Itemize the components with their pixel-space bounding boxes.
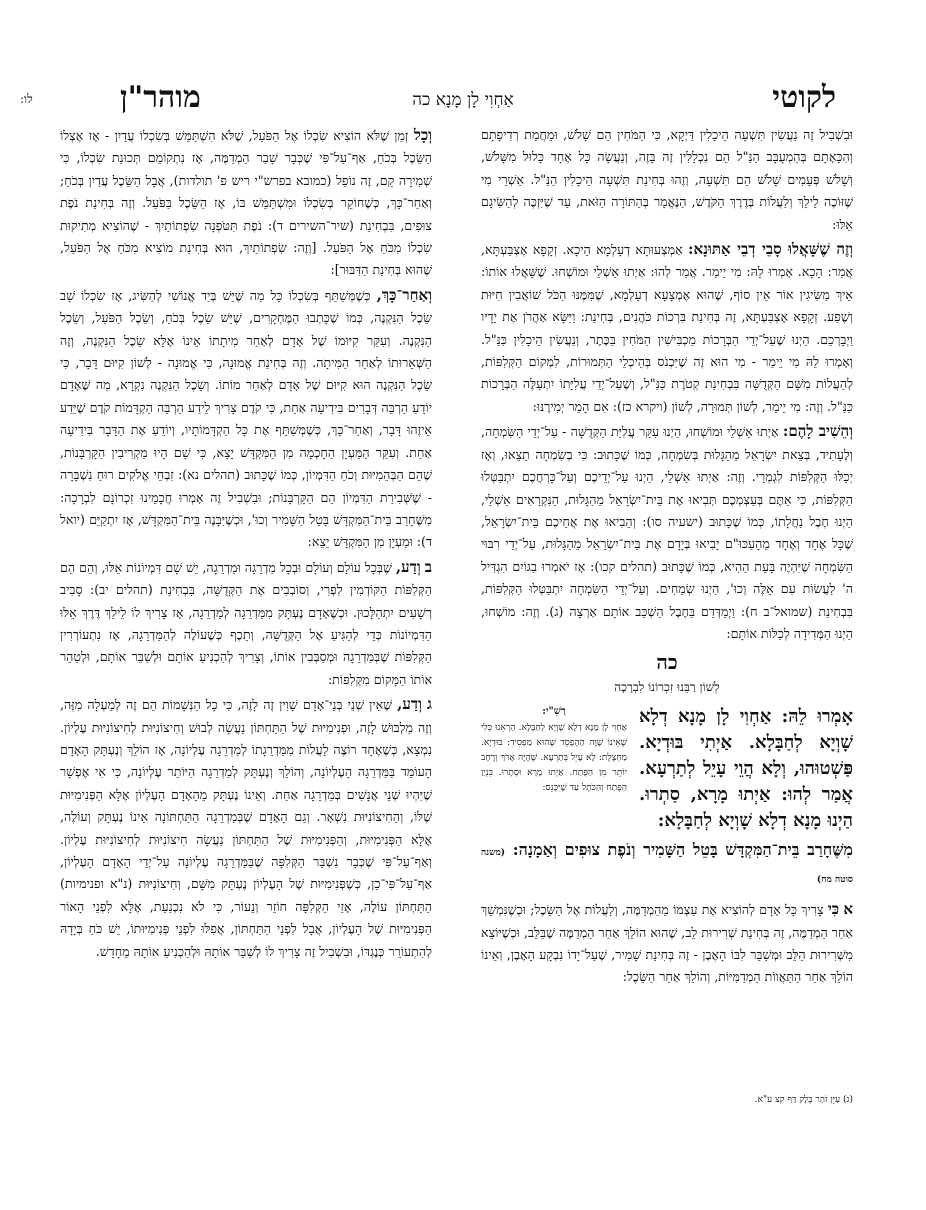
paragraph-alef-letter: א [843, 900, 853, 919]
mishna-quote [481, 838, 853, 892]
paragraph-vechol-lead: וְכָל [413, 126, 432, 144]
paragraph-bet-letter: ב [424, 557, 432, 576]
page-number: לו: [20, 92, 33, 106]
paragraph-gimel-lead: וְדַע, [397, 695, 422, 714]
paragraph-alef-body: צָרִיךְ כָּל אָדָם לְהוֹצִיא אֶת עַצְמוֹ מֵהַמְדַמֶּה, וְלַעֲלוֹת אֶל הַשֵּׂכֶל; וּכְשֶׁנִּמְשָׁךְ אַחַר הַמְדַמֶּה, זֶה בְּחִינַת שְׁרִירוּת לֵב, שֶׁהוּא הוֹלֵךְ אַחַר הַמְדַמֶּה שֶׁבַּלֵּב, וּכְשֶׁיּוֹצֵא מִשְּׁרִירוּת הַלֵּב וּמְשַׁבֵּר לִבּוֹ הָאֶבֶן - זֶה בְּחִינַת שָׁמִיר, שֶׁעַל־יָדוֹ נִבְקָע הָאֶבֶן, וְאֵינוֹ הוֹלֵךְ אַחַר הַתַּאֲווֹת הַמְדַמִּיּוֹת, וְהוֹלֵךְ אַחַר הַשֵּׂכֶל: [481, 902, 853, 985]
rashi-commentary [481, 704, 627, 834]
paragraph-2-lead: וְזֶה שֶׁשָּׁאֲלוּ סָבֵי דְבֵי אַתּוּנָא: [687, 240, 853, 259]
rashi-title: רַשִׁ"י: [542, 706, 566, 718]
paragraph-gimel-body: שֶׁאֵין שְׁנֵי בְּנֵי־אָדָם שָׁוִין זֶה לָזֶה, כִּי כָל הַנְּשָׁמוֹת הֵם זֶה לְמַעְלָה מִזֶּה, וְזֶה מַלְבּוּשׁ לָזֶה, וּפְנִימִיּוּת שֶׁל הַתַּחְתּוֹן נַעֲשָׂה לְבוּשׁ וְחִיצוֹנִיּוּת לְחִיצוֹנִיּוּת עֶלְיוֹן. נִמְצָא, כְּשֶׁאֶחָד רוֹצֶה לַעֲלוֹת מִמַּדְרֵגָתוֹ לְמַדְרֵגָה עֶלְיוֹנָה, אָז הוֹלֵךְ וְנֶעְתָּק הָאָדָם הָעוֹמֵד בַּמַּדְרֵגָה הָעֶלְיוֹנָה, וְהוֹלֵךְ וְנֶעְתָּק לְמַדְרֵגָה הַיּוֹתֵר עֶלְיוֹנָה, כִּי אִי אֶפְשָׁר שֶׁיִּהְיוּ שְׁנֵי אֲנָשִׁים בְּמַדְרֵגָה אַחַת. וְאֵינוֹ נֶעְתָּק מֵהָאָדָם הָעֶלְיוֹן אֶלָּא הַפְּנִימִיּוּת שֶׁלּוֹ, וְהַחִיצוֹנִיּוּת נִשְׁאָר. וְגַם הָאָדָם שֶׁבְּמַדְרֵגָה הַתַּחְתּוֹנָה אֵינוֹ נֶעְתָּק וְעוֹלֶה, אֶלָּא הַפְּנִימִיּוּת, וְהַפְּנִימִיּוּת שֶׁל הַתַּחְתּוֹן נַעֲשָׂה חִיצוֹנִיּוּת לְחִיצוֹנִיּוּת עֶלְיוֹן. וְאַף־עַל־פִּי שֶׁכְּבָר נִשְׁבַּר הַקְּלִפָּה שֶׁבַּמַּדְרֵגָה עֶלְיוֹנָה עַל־יְדֵי הָאָדָם הָעֶלְיוֹן, אַף־עַל־פִּי־כֵן, כְּשֶׁפְּנִימִיּוּת שֶׁל הָעֶלְיוֹן נֶעְתָּק מִשָּׁם, וְחִיצוֹנִיּוּת (נ"א ופנימיות) הַתַּחְתּוֹן עוֹלֶה, אָזַי הַקְּלִפָּה חוֹזֵר וְנֵעוֹר, כִּי לֹא נִכְנַעַת, אֶלָּא לִפְנֵי הָאוֹר הַפְּנִימִיּוּת שֶׁל הָעֶלְיוֹן, אֲבָל לִפְנֵי הַתַּחְתּוֹן, אֲפִלּוּ לִפְנֵי פְּנִימִיּוּתוֹ, יֵשׁ כֹּחַ בְּיָדָהּ לְהִתְעוֹרֵר כְּנֶגְדּוֹ, וּבִשְׁבִיל זֶה צָרִיךְ לוֹ לְשַׁבֵּר אוֹתָהּ וּלְהַכְנִיעַ אוֹתָהּ מֵחָדָשׁ. [60, 697, 432, 959]
paragraph-bet-body: שֶׁבְּכָל עוֹלָם וְעוֹלָם וּבְכָל מַדְרֵגָה וּמַדְרֵגָה, יֵשׁ שָׁם דִּמְיוֹנוֹת אֵלּוּ, וְהֵם הֵם הַקְּלִפּוֹת הַקּוֹדְמִין לִפְרִי, וְסוֹבְבִים אֶת הַקְּדֻשָּׁה, בִּבְחִינַת (תהלים יב): סָבִיב רְשָׁעִים יִתְהַלָּכוּן. וּכְשֶׁאָדָם נֶעְתָּק מִמַּדְרֵגָה לְמַדְרֵגָה, אָז צָרִיךְ לוֹ לֵילֵךְ דֶּרֶךְ אֵלּוּ הַדִּמְיוֹנוֹת כְּדֵי לְהַגִּיעַ אֶל הַקְּדֻשָּׁה, וְתֵכֶף כְּשֶׁעוֹלֶה לְהַמַּדְרֵגָה, אָז נִתְעוֹרְרִין הַקְּלִפּוֹת שֶׁבְּמַדְרֵגָה וּמְסַבְּבִין אוֹתוֹ, וְצָרִיךְ לְהַכְנִיעַ אוֹתָם וּלְשַׁבֵּר אוֹתָם, וּלְטַהֵר אוֹתוֹ הַמָּקוֹם מִקְּלִפּוֹת: [60, 559, 432, 687]
paragraph-vechol-body: זְמַן שֶׁלֹּא הוֹצִיא שִׂכְלוֹ אֶל הַפֹּעַל, שֶׁלֹּא הִשְׁתַּמֵּשׁ בְּשִׂכְלוֹ עֲדַיִן - אָז אֶצְלוֹ הַשֵּׂכֶל בְּכֹחַ, אַף־עַל־פִּי שֶׁכְּבָר שָׁבַר הַמְדַמֶּה, אָז נִתְקוֹמֵם תְּכוּנַת שִׂכְלוֹ, כִּי שְׁמִירָה קַם, זֶה נוֹפֵל (כמובא בפרש"י ריש פ' תולדות), אֲבָל הַשֵּׂכֶל עֲדַיִן בְּכֹחַ; וְאַחַר־כָּךְ, כְּשֶׁחוֹקֵר בְּשִׂכְלוֹ וּמִשְׁתַּמֵּשׁ בּוֹ, אָז הַשֵּׂכֶל בַּפֹּעַל. וְזֶה בְּחִינַת נֹפֶת צוּפִים, בִּבְחִינַת (שיר־השירים ד): נֹפֶת תִּטֹּפְנָה שִׂפְתוֹתַיִךְ - שֶׁהוֹצִיא מְתִיקוּת שִׂכְלוֹ מִכֹּחַ אֶל הַפֹּעַל. [וְזֶה: שִׂפְתוֹתַיִךְ, הוּא בְּחִינַת מוֹצִיא מִכֹּחַ אֶל הַפֹּעַל, שֶׁהוּא בְּחִינַת הַדִּבּוּר]: [60, 128, 432, 278]
paragraph-vechol [60, 124, 432, 282]
paragraph-3-body: אַיְתוּ אַשְׁלֵי וּמוֹשְׁחוּ, הַיְנוּ עִקַּר עֲלִיַּת הַקְּדֻשָּׁה - עַל־יְדֵי הַשִּׂמְחָה, וְלֶעָתִיד, בְּצֵאת יִשְׂרָאֵל מֵהַגָּלוּת בְּשִׂמְחָה, כְּמוֹ שֶׁכָּתוּב: כִּי בְשִׂמְחָה תֵצֵאוּ, וְאָז יְכַלּוּ הַקְּלִפּוֹת לִגְמְרֵי. וְזֶה: אַיְתוּ אַשְׁלֵי, הַיְנוּ עַל־יְדֵיכֶם וְעַל־כָּרְחֲכֶם יִתְבַּטְּלוּ הַקְּלִפּוֹת, כִּי אַתֶּם בְּעַצְמְכֶם תְּבִיאוּ אֶת בֵּית־יִשְׂרָאֵל מֵהַגָּלוּת, הַנִּקְרָאִים אַשְׁלֵי, הַיְנוּ חֶבֶל נַחֲלָתוֹ, כְּמוֹ שֶׁכָּתוּב (ישעיה סו): וְהֵבִיאוּ אֶת אֲחֵיכֶם בֵּית־יִשְׂרָאֵל, שֶׁכָּל אֶחָד וְאֶחָד מֵהָעַכּוּ"ם יָבִיאוּ בְּיָדָם אֶת בֵּית־יִשְׂרָאֵל מֵהַגָּלוּת, עַל־יְדֵי רִבּוּי הַשִּׂמְחָה שֶׁיִּהְיֶה בָּעֵת הַהִיא, כְּמוֹ שֶׁכָּתוּב (תהלים קכו): אָז יֹאמְרוּ בַגּוֹיִם הִגְדִּיל ה' לַעֲשׂוֹת עִם אֵלֶּה וְכוּ', הַיְנוּ שְׂמֵחִים. וְעַל־יְדֵי הַשִּׂמְחָה יִתְבַּטְּלוּ הַקְּלִפּוֹת, בִּבְחִינַת (שמואל־ב ח): וַיְמַדְּדֵם בַּחֶבֶל הַשְׁכֵּב אוֹתָם אַרְצָה (ג). וְזֶה: מוֹשְׁחוּ, הַיְנוּ הַמְּדִידָה לְכַלּוֹת אוֹתָם: [481, 424, 853, 641]
paragraph-2-body: אַמְצְעוּתָא דְעָלְמָא הֵיכָא. זְקָפָא אֶצְבַּעְתָּא, אֲמַר: הָכָא. אָמְרוּ לֵהּ: מִי יֵימַר. אֲמַר לְהוּ: אַיְתוּ אַשְׁלֵי וּמוֹשְׁחוּ. שֶׁשָּׁאֲלוּ אוֹתוֹ: אֵיךְ מַשִּׂיגִין אוֹר אֵין סוֹף, שֶׁהוּא אֶמְצָעָא דְעָלְמָא, שֶׁמִּמֶּנּוּ הַכֹּל שׁוֹאֲבִין חִיּוּת וְשֶׁפַע. זְקָפָא אֶצְבַּעְתָּא, זֶה בְּחִינַת בִּרְכוֹת כֹּהֲנִים, בְּחִינַת: וַיִּשָּׂא אַהֲרֹן אֶת יָדָיו וַיְבָרְכֵם. הַיְנוּ שֶׁעַל־יְדֵי הַבְּרָכוֹת מַכְבִּישִׁין הַמֹּחִין בַּכֶּתֶר, וְנַעֲשִׂין הֵיכָלִין כַּנַּ"ל. וְאָמְרוּ לֵהּ מִי יֵימַר - מִי הוּא זֶה שֶׁיִּכְנֹס בְּהֵיכְלֵי הַתְּמוּרוֹת, לִמְקוֹם הַקְּלִפּוֹת, לְהַעֲלוֹת מִשָּׁם הַקְּדֻשָּׁה בִּבְחִינַת קְטֹרֶת כַּנַּ"ל, וְשֶׁעַל־יְדֵי עֲלִיָּתוֹ יִתְעַלֶּה הַבְּרָכוֹת כַּנַּ"ל. וְזֶה: מִי יֵימַר, לְשׁוֹן תְּמוּרָה, לְשׁוֹן (ויקרא כז): אִם הָמֵר יְמִירֶנּוּ: [481, 242, 853, 414]
right-column [481, 124, 853, 991]
header-right-title: לקוטי [772, 80, 836, 115]
paragraph-gimel [60, 693, 432, 963]
mishna-source: (משנה סוטה מח) [481, 848, 853, 886]
mishna-quote-text: מִשֶּׁחָרַב בֵּית־הַמִּקְדָּשׁ בָּטֵל הַשָּׁמִיר וְנֹפֶת צוּפִים וְאַמָנָה: [512, 840, 853, 860]
paragraph-1: וּבִשְׁבִיל זֶה נַעֲשִׂין תִּשְׁעָה הֵיכָלִין דַּיְקָא, כִּי הַמֹּחִין הֵם שָׁלֹשׁ, וּמֵחֲמַת רְדִיפָתָם וְהִכָּאָתָם בְּהַמְעֻבָּב הַנַּ"ל הֵם נִכְלָלִין זֶה בָּזֶה, וְנַעֲשָׂה כָּל אֶחָד כָּלוּל מִשָּׁלֹשׁ, וְשָׁלֹשׁ פְּעָמִים שָׁלֹשׁ הֵם תִּשְׁעָה, וְזֶהוּ בְּחִינַת תִּשְׁעָה הֵיכָלִין הַנַּ"ל. אַשְׁרֵי מִי שֶׁזּוֹכֶה לֵילֵךְ וְלַעֲלוֹת בְּדֶרֶךְ הַקֹּדֶשׁ, הַנֶּאֱמָר בְּהַתּוֹרָה הַזֹּאת, עַד שֶׁיִּזְכֶּה לְהַשִּׂיגָם אֵלּוּ: [481, 127, 853, 232]
section-subtitle: לְשׁוֹן רַבֵּנוּ זִכְרוֹנוֹ לִבְרָכָה [614, 679, 720, 694]
section-number: כה [656, 650, 678, 675]
paragraph-2 [481, 238, 853, 418]
paragraph-veachar-kach-lead: וְאַחַר־כָּךְ, [376, 285, 432, 304]
paragraph-3 [481, 420, 853, 645]
gemara-block [481, 704, 853, 834]
paragraph-bet-lead: וְדַע, [395, 557, 421, 576]
page-header [20, 80, 866, 120]
rashi-text: אַחְוִי לָן מָנָא דְלָא שָׁוְיָא לְחַבָּלָא. הַרְאֵנוּ כְּלִי שֶׁאֵינוֹ שָׁוֶה הַהֶפְסֵד שֶׁהוּא מַפְסִיד: בּוּדְיָא. מַחְצֶלֶת: לָא עָיֵל בְּתַרְעָא. שֶׁהָיָה אָרֹךְ וְרָחָב יוֹתֵר מִן הַפֶּתַח. אַיְתוּ מָרָא וּסְתָרוּ. בִּנְיַן הַפֶּתַח וְהַכֹּתֶל עַד שֶׁיִּכָּנֵס: [481, 723, 627, 794]
paragraph-bet [60, 556, 432, 691]
header-center-title: אַחְוִי לָן מָנָא כה [412, 90, 514, 110]
footnote: (ג) עַיֵּן זֹהַר בָּלָק דַּף קצ ע"א. [754, 1095, 853, 1105]
paragraph-alef-lead: כִּי [827, 900, 840, 919]
header-left-title: מוהר"ן [120, 80, 201, 115]
paragraph-3-lead: וְהֵשִׁיב לָהֶם: [782, 422, 853, 441]
gemara-text: אָמְרוּ לֵהּ: אַחְוִי לָן מָנָא דְלָא שָׁוְיָא לְחַבָּלָא. אַיְתִי בּוּדְיָא. פַּשְׁטוּהוּ, וְלָא הֲוֵי עָיֵל לְתַרְעָא. אֲמַר לְהוּ: אַיְתוּ מָרָא, סַתְרוּ. הַיְנוּ מָנָא דְלָא שָׁוְיָא לְחַבָּלָא: [639, 706, 853, 832]
paragraph-alef [481, 898, 853, 989]
paragraph-gimel-letter: ג [427, 695, 432, 714]
left-column [60, 124, 432, 965]
paragraph-veachar-kach [60, 284, 432, 554]
paragraph-veachar-kach-body: כְּשֶׁמְּשַׁתֵּף בְּשִׂכְלוֹ כָּל מַה שֶּׁיֵּשׁ בְּיַד אֱנוֹשִׁי לְהַשִּׂיג, אָז שִׂכְלוֹ שָׁב שֵׂכֶל הַנִּקְנֶה, כְּמוֹ שֶׁכָּתְבוּ הַמֶּחְקָרִים, שֶׁיֵּשׁ שֵׂכֶל בְּכֹחַ, וְשֵׂכֶל הַפֹּעַל, וְשֵׂכֶל הַנִּקְנֶה. וְעִקַּר קִיּוּמוֹ שֶׁל אָדָם לְאַחַר מִיתָתוֹ אֵינוֹ אֶלָּא שֵׂכֶל הַנִּקְנֶה, וְזֶה הַשְּׁאֵרוּתוֹ לְאַחַר הַמִּיתָה. וְזֶה בְּחִינַת אֱמוּנָה, כִּי אֱמוּנָה - לְשׁוֹן קִיּוּם דָּבָר, כִּי שֵׂכֶל הַנִּקְנֶה הוּא קִיּוּם שֶׁל אָדָם לְאַחַר מוֹתוֹ. וְשֵׂכֶל הַנִּקְנֶה נִקְרָא, מַה שֶּׁאָדָם יוֹדֵעַ הַרְבֵּה דְּבָרִים בִּידִיעָה אַחַת, כִּי קֹדֶם צָרִיךְ לֵידַע הַרְבֵּה הַקְדָּמוֹת קֹדֶם שֶׁיֵּדַע אֵיזֶהוּ דָּבָר, וְאַחַר־כָּךְ, כְּשֶׁמְּשַׁתֵּף אֶת כָּל הַקְדָּמוֹתָיו, וְיוֹדֵעַ אֶת הַדָּבָר בִּידִיעָה אַחַת. וְעִקַּר הַמַּעְיָן הַחָכְמָה מִן הַמִּקְדָּשׁ יָצָא, כִּי שָׁם הָיוּ מַקְרִיבִין הַקָּרְבָּנוֹת, שֶׁהֵם הַבְּהֵמִיּוּת וְכֹחַ הַדִּמְיוֹן, כְּמוֹ שֶׁכָּתוּב (תהלים נא): זִבְחֵי אֱלֹקִים רוּחַ נִשְׁבָּרָה - שֶׁשְּׁבִירַת הַדִּמְיוֹן הֵם הַקָּרְבָּנוֹת; וּבִשְׁבִיל זֶה אָמְרוּ חֲכָמֵינוּ זִכְרוֹנָם לִבְרָכָה: מִשֶּׁחָרַב בֵּית־הַמִּקְדָּשׁ בָּטֵל הַשָּׁמִיר וְכוּ', וּכְשֶׁיִּבָּנֶה בֵּית־הַמִּקְדָּשׁ, אָז יִתְקַיֵּם (יואל ד): וּמַעְיָן מִן הַמִּקְדָּשׁ יֵצֵא: [60, 287, 432, 550]
